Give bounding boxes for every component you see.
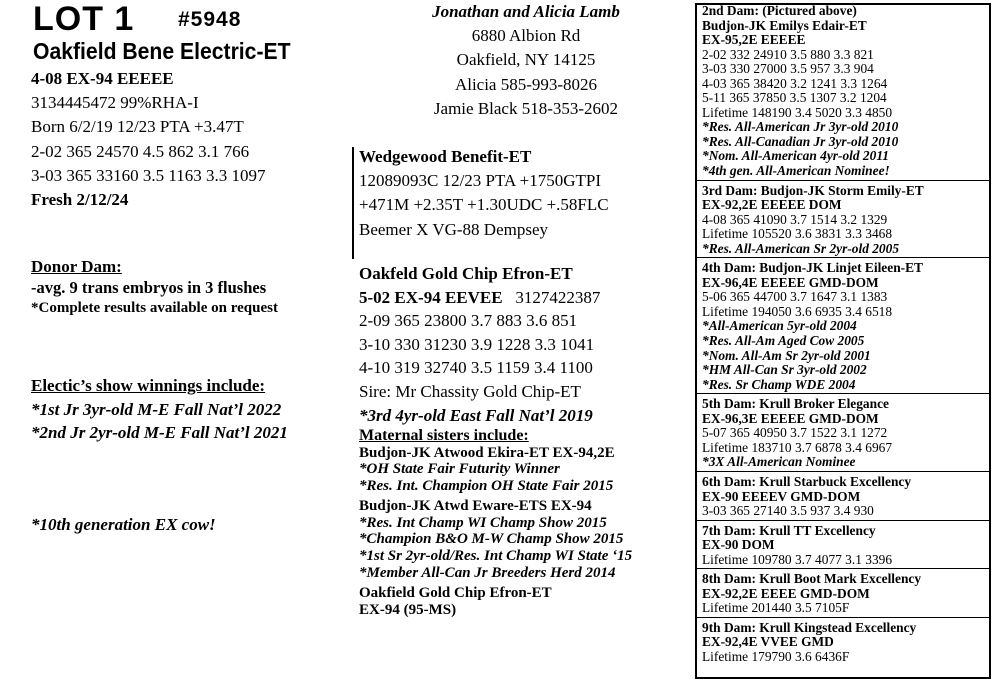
cow-birth-pta: Born 6/2/19 12/23 PTA +3.47T <box>31 117 244 137</box>
donor-dam-line: -avg. 9 trans embryos in 3 flushes <box>31 278 267 297</box>
ancestor-dam-line: *Res. Sr Champ WDE 2004 <box>702 376 856 392</box>
cow-record: 2-02 365 24570 4.5 862 3.1 766 <box>31 141 250 161</box>
donor-dam-heading: Donor Dam: <box>31 257 122 276</box>
tenth-generation-note: *10th generation EX cow! <box>31 515 216 534</box>
ancestor-dam-name: 3rd Dam: Budjon-JK Storm Emily-ET <box>702 182 924 198</box>
sire-section <box>359 145 609 242</box>
sire-info: +471M +2.35T +1.30UDC +.58FLC <box>359 195 609 215</box>
ancestor-dam-line: Lifetime 201440 3.5 7105F <box>702 600 850 616</box>
sister-note: *Res. Int Champ WI Champ Show 2015 <box>359 514 607 531</box>
sister-note: *Champion B&O M-W Champ Show 2015 <box>359 531 624 548</box>
sister-name: Oakfield Gold Chip Efron-ET <box>359 585 552 602</box>
ancestor-dam-line: 3-03 365 27140 3.5 937 3.4 930 <box>702 503 874 519</box>
ancestor-dam-line: EX-96,3E EEEEE GMD-DOM <box>702 410 879 426</box>
dam-award: *3rd 4yr-old East Fall Nat’l 2019 <box>359 405 593 425</box>
ancestor-dam-line: Lifetime 148190 3.4 5020 3.3 4850 <box>702 104 893 120</box>
ancestor-dam-line: EX-95,2E EEEEE <box>702 32 806 48</box>
owner-address: 6880 Albion Rd <box>471 26 581 46</box>
pedigree-separator <box>696 257 990 258</box>
ancestor-dam-line: 3-03 330 27000 3.5 957 3.3 904 <box>702 61 874 77</box>
ancestor-dam-line: EX-92,2E EEEEE DOM <box>702 197 842 213</box>
sire-info: Beemer X VG-88 Dempsey <box>359 219 549 239</box>
cow-stats <box>31 67 266 212</box>
ancestor-dam-line: *Res. All-Canadian Jr 3yr-old 2010 <box>702 133 899 149</box>
dam-registration: 3127422387 <box>515 287 601 307</box>
ancestor-dam-line: Budjon-JK Emilys Edair-ET <box>702 17 867 33</box>
ancestor-dam-name: 5th Dam: Krull Broker Elegance <box>702 396 889 412</box>
cow-name: Oakfield Bene Electric-ET <box>33 38 291 64</box>
ancestor-dam-name: 9th Dam: Krull Kingstead Excellency <box>702 619 917 635</box>
sire-info: 12089093C 12/23 PTA +1750GTPI <box>359 171 601 191</box>
owner-contact <box>376 0 676 121</box>
owner-name: Jonathan and Alicia Lamb <box>432 2 620 21</box>
ancestor-dam-name: 4th Dam: Budjon-JK Linjet Eileen-ET <box>702 260 923 276</box>
cow-record: 3-03 365 33160 3.5 1163 3.3 1097 <box>31 165 266 185</box>
maternal-sisters-section <box>359 428 632 619</box>
ancestor-dam-line: 2-02 332 24910 3.5 880 3.3 821 <box>702 46 874 62</box>
ancestor-dam-line: *Res. All-Am Aged Cow 2005 <box>702 333 865 349</box>
show-winning: *1st Jr 3yr-old M-E Fall Nat’l 2022 <box>31 399 282 419</box>
sister-classification: EX-94 (95-MS) <box>359 602 457 619</box>
dam-sire: Sire: Mr Chassity Gold Chip-ET <box>359 381 581 401</box>
dam-name: Oakfeld Gold Chip Efron-ET <box>359 264 573 283</box>
ancestor-dam-line: *Res. All-American Sr 2yr-old 2005 <box>702 240 900 256</box>
ancestor-dam-line: *3X All-American Nominee <box>702 454 856 470</box>
ancestor-dam-line: EX-96,4E EEEEE GMD-DOM <box>702 274 879 290</box>
ancestor-dam-line: *Res. All-American Jr 3yr-old 2010 <box>702 119 899 135</box>
sister-name: Budjon-JK Atwd Eware-ETS EX-94 <box>359 497 592 514</box>
ancestor-dam-line: EX-92,2E EEEE GMD-DOM <box>702 585 870 601</box>
show-winning: *2nd Jr 2yr-old M-E Fall Nat’l 2021 <box>31 423 288 442</box>
ancestor-dam-line: Lifetime 109780 3.7 4077 3.1 3396 <box>702 551 893 567</box>
lot-number: #5948 <box>178 8 242 31</box>
owner-city: Oakfield, NY 14125 <box>456 50 596 70</box>
donor-dam-section <box>31 256 278 319</box>
cow-registration: 3134445472 99%RHA-I <box>31 93 199 113</box>
donor-dam-line: *Complete results available on request <box>31 300 278 316</box>
sister-note: *OH State Fair Futurity Winner <box>359 461 560 478</box>
ancestor-dam-line: Lifetime 183710 3.7 6878 3.4 6967 <box>702 439 893 455</box>
ancestor-dam-name: 2nd Dam: (Pictured above) <box>702 3 857 18</box>
ancestor-dam-line: EX-92,4E VVEE GMD <box>702 634 834 650</box>
show-winnings-section <box>31 374 288 445</box>
ancestor-dam-line: *HM All-Can Sr 3yr-old 2002 <box>702 362 867 378</box>
agent-phone: Jamie Black 518-353-2602 <box>433 98 619 118</box>
pedigree-separator <box>696 617 990 618</box>
cow-fresh-date: Fresh 2/12/24 <box>31 190 129 210</box>
sister-note: *Member All-Can Jr Breeders Herd 2014 <box>359 564 616 581</box>
maternal-sisters-heading: Maternal sisters include: <box>359 427 529 444</box>
pedigree-separator <box>696 180 990 181</box>
ancestor-dam-line: *All-American 5yr-old 2004 <box>702 318 857 334</box>
dam-section <box>359 262 600 427</box>
ancestor-dam-line: 5-07 365 40950 3.7 1522 3.1 1272 <box>702 425 888 441</box>
lot-title: LOT 1 <box>33 0 135 38</box>
ancestor-dam-line: 4-03 365 38420 3.2 1241 3.3 1264 <box>702 75 888 91</box>
sister-note: *1st Sr 2yr-old/Res. Int Champ WI State ‘15 <box>359 547 633 564</box>
ancestor-dam-line: *Nom. All-Am Sr 2yr-old 2001 <box>702 347 871 363</box>
ancestor-dam-line: EX-90 DOM <box>702 537 775 553</box>
ancestor-dam-name: 6th Dam: Krull Starbuck Excellency <box>702 473 912 489</box>
dam-record: 2-09 365 23800 3.7 883 3.6 851 <box>359 311 578 331</box>
ancestor-dam-name: 7th Dam: Krull TT Excellency <box>702 522 876 538</box>
sister-name: Budjon-JK Atwood Ekira-ET EX-94,2E <box>359 444 615 461</box>
dam-record: 4-10 319 32740 3.5 1159 3.4 1100 <box>359 358 593 378</box>
dam-record: 3-10 330 31230 3.9 1228 3.3 1041 <box>359 334 595 354</box>
ancestor-dam-line: *Nom. All-American 4yr-old 2011 <box>702 148 889 164</box>
pedigree-list <box>702 4 990 665</box>
ancestor-dam-line: 4-08 365 41090 3.7 1514 3.2 1329 <box>702 211 888 227</box>
owner-phone: Alicia 585-993-8026 <box>454 74 598 94</box>
sire-divider <box>352 147 354 259</box>
ancestor-dam-line: Lifetime 179790 3.6 6436F <box>702 648 850 664</box>
ancestor-dam-line: 5-06 365 44700 3.7 1647 3.1 1383 <box>702 289 888 305</box>
ancestor-dam-line: Lifetime 194050 3.6 6935 3.4 6518 <box>702 303 893 319</box>
ancestor-dam-line: *4th gen. All-American Nominee! <box>702 163 890 179</box>
cow-classification: 4-08 EX-94 EEEEE <box>31 69 174 88</box>
ancestor-dam-line: EX-90 EEEEV GMD-DOM <box>702 488 861 504</box>
ancestor-dam-line: Lifetime 105520 3.6 3831 3.3 3468 <box>702 226 893 242</box>
pedigree-separator <box>696 471 990 472</box>
pedigree-separator <box>696 393 990 394</box>
dam-classification: 5-02 EX-94 EEVEE <box>359 287 503 307</box>
ancestor-dam-line: 5-11 365 37850 3.5 1307 3.2 1204 <box>702 90 887 106</box>
sire-name: Wedgewood Benefit-ET <box>359 147 532 166</box>
show-winnings-heading: Electic’s show winnings include: <box>31 376 266 395</box>
pedigree-separator <box>696 520 990 521</box>
ancestor-dam-name: 8th Dam: Krull Boot Mark Excellency <box>702 571 922 587</box>
pedigree-separator <box>696 568 990 569</box>
sister-note: *Res. Int. Champion OH State Fair 2015 <box>359 478 614 495</box>
